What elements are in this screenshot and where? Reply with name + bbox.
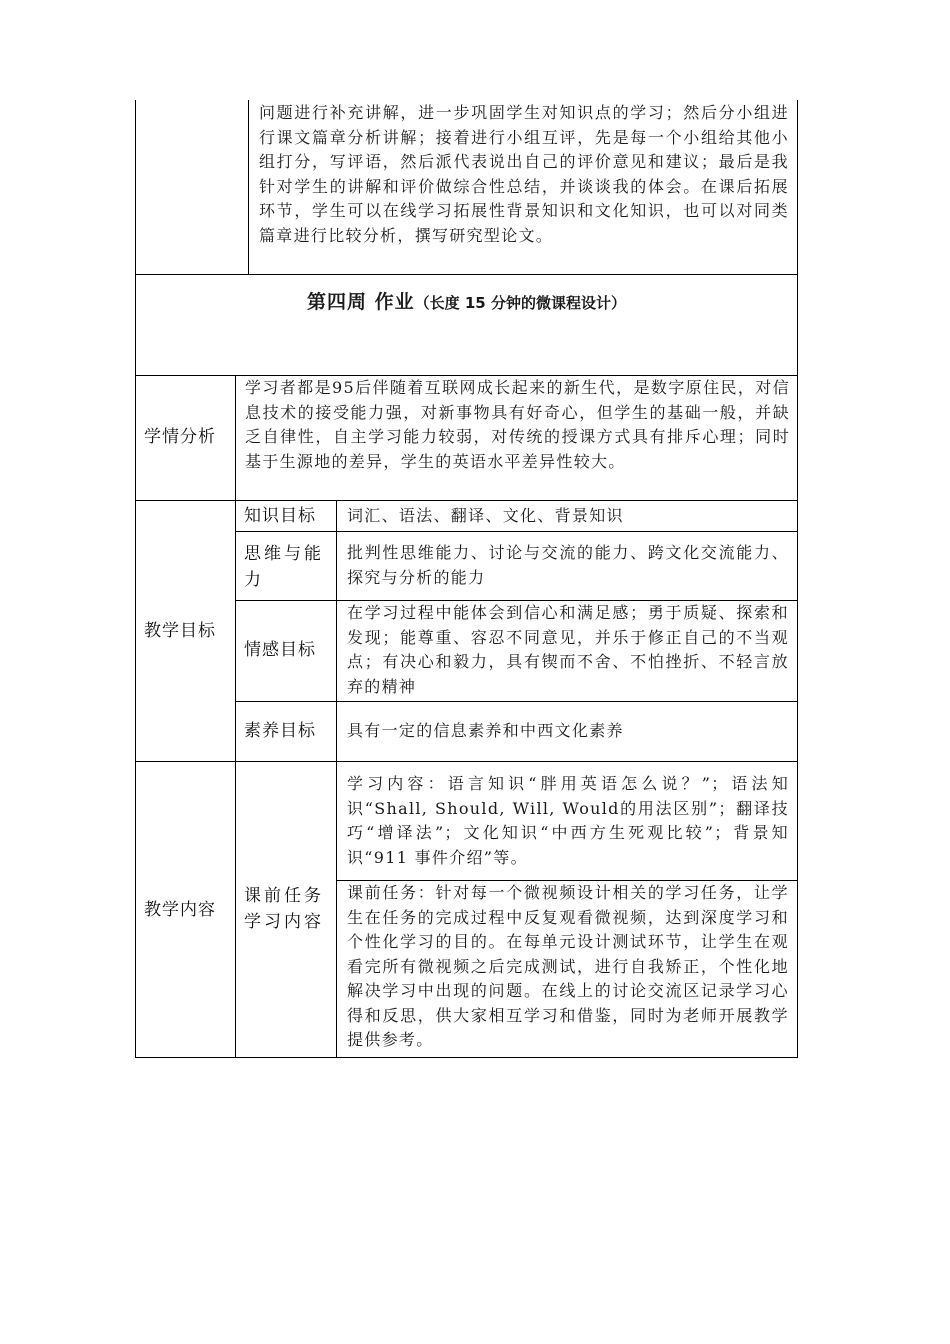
goal-knowledge-label: 知识目标 [244,506,316,526]
pre-class-label-cell [235,761,337,1058]
goal-emotion-text-cell [336,600,798,702]
learner-analysis-text: 学习者都是95后伴随着互联网成长起来的新生代，是数字原住民，对信息技术的接受能力强，对新事物具有好奇心，但学生的基础一般，并缺乏自律性，自主学习能力较弱，对传统的授课方式具有排斥心理；同时基于生源地的差异，学生的英语水平差异性较大。 [245,378,790,471]
teaching-goals-label-cell [135,500,236,762]
teaching-content-label: 教学内容 [144,900,216,920]
goal-literacy-label: 素养目标 [244,721,316,741]
teaching-content-label-cell [135,761,236,1058]
learner-analysis-text-cell [235,375,798,501]
continuation-left-cell [135,100,249,275]
goal-thinking-text: 批判性思维能力、讨论与交流的能力、跨文化交流能力、探究与分析的能力 [347,543,789,587]
pre-class-task-cell [336,880,798,1058]
goal-thinking-text-cell [336,531,798,601]
goal-literacy-text-cell [336,701,798,762]
goal-knowledge-text: 词汇、语法、翻译、文化、背景知识 [347,506,624,525]
week-header-title [136,287,797,314]
goal-emotion-label: 情感目标 [244,640,316,660]
goal-thinking-label: 思维与能力 [244,544,324,590]
week-title: 第四周 作业 [307,291,415,313]
continuation-right-cell [248,100,798,275]
goal-emotion-label-cell [235,600,337,702]
pre-class-task-text: 课前任务：针对每一个微视频设计相关的学习任务，让学生在任务的完成过程中反复观看微视频，达到深度学习和个性化学习的目的。在每单元设计测试环节，让学生在观看完所有微视频之后完成测试，进行自我矫正，个性化地解决学习中出现的问题。在线上的讨论交流区记录学习心得和反思，供大家相互学习和借鉴，同时为老师开展教学提供参考。 [347,883,789,1049]
goal-emotion-text: 在学习过程中能体会到信心和满足感；勇于质疑、探索和发现；能尊重、容忍不同意见，并乐于修正自己的不当观点；有决心和毅力，具有锲而不舍、不怕挫折、不轻言放弃的精神 [347,603,789,696]
week-subtitle: （长度 15 分钟的微课程设计） [414,294,626,312]
goal-thinking-label-cell [235,531,337,601]
content-text: 学习内容：语言知识“胖用英语怎么说？”；语法知识“Shall, Should, Will, Would的用法区别”；翻译技巧“增译法”；文化知识“中西方生死观比较”；背景知识“911 事件介绍”等。 [347,774,789,867]
goal-literacy-text: 具有一定的信息素养和中西文化素养 [347,721,624,740]
goal-knowledge-label-cell [235,500,337,532]
content-text-cell [336,761,798,881]
pre-class-label: 课前任务学习内容 [244,886,324,932]
week-header-cell [135,274,798,376]
goal-literacy-label-cell [235,701,337,762]
continuation-text: 问题进行补充讲解，进一步巩固学生对知识点的学习；然后分小组进行课文篇章分析讲解；接着进行小组互评，先是每一个小组给其他小组打分，写评语，然后派代表说出自己的评价意见和建议；最后是我针对学生的讲解和评价做综合性总结，并谈谈我的体会。在课后拓展环节，学生可以在线学习拓展性背景知识和文化知识，也可以对同类篇章进行比较分析，撰写研究型论文。 [259,103,789,245]
learner-analysis-label: 学情分析 [144,427,216,447]
learner-analysis-label-cell [135,375,236,501]
goal-knowledge-text-cell [336,500,798,532]
teaching-goals-label: 教学目标 [144,621,216,641]
